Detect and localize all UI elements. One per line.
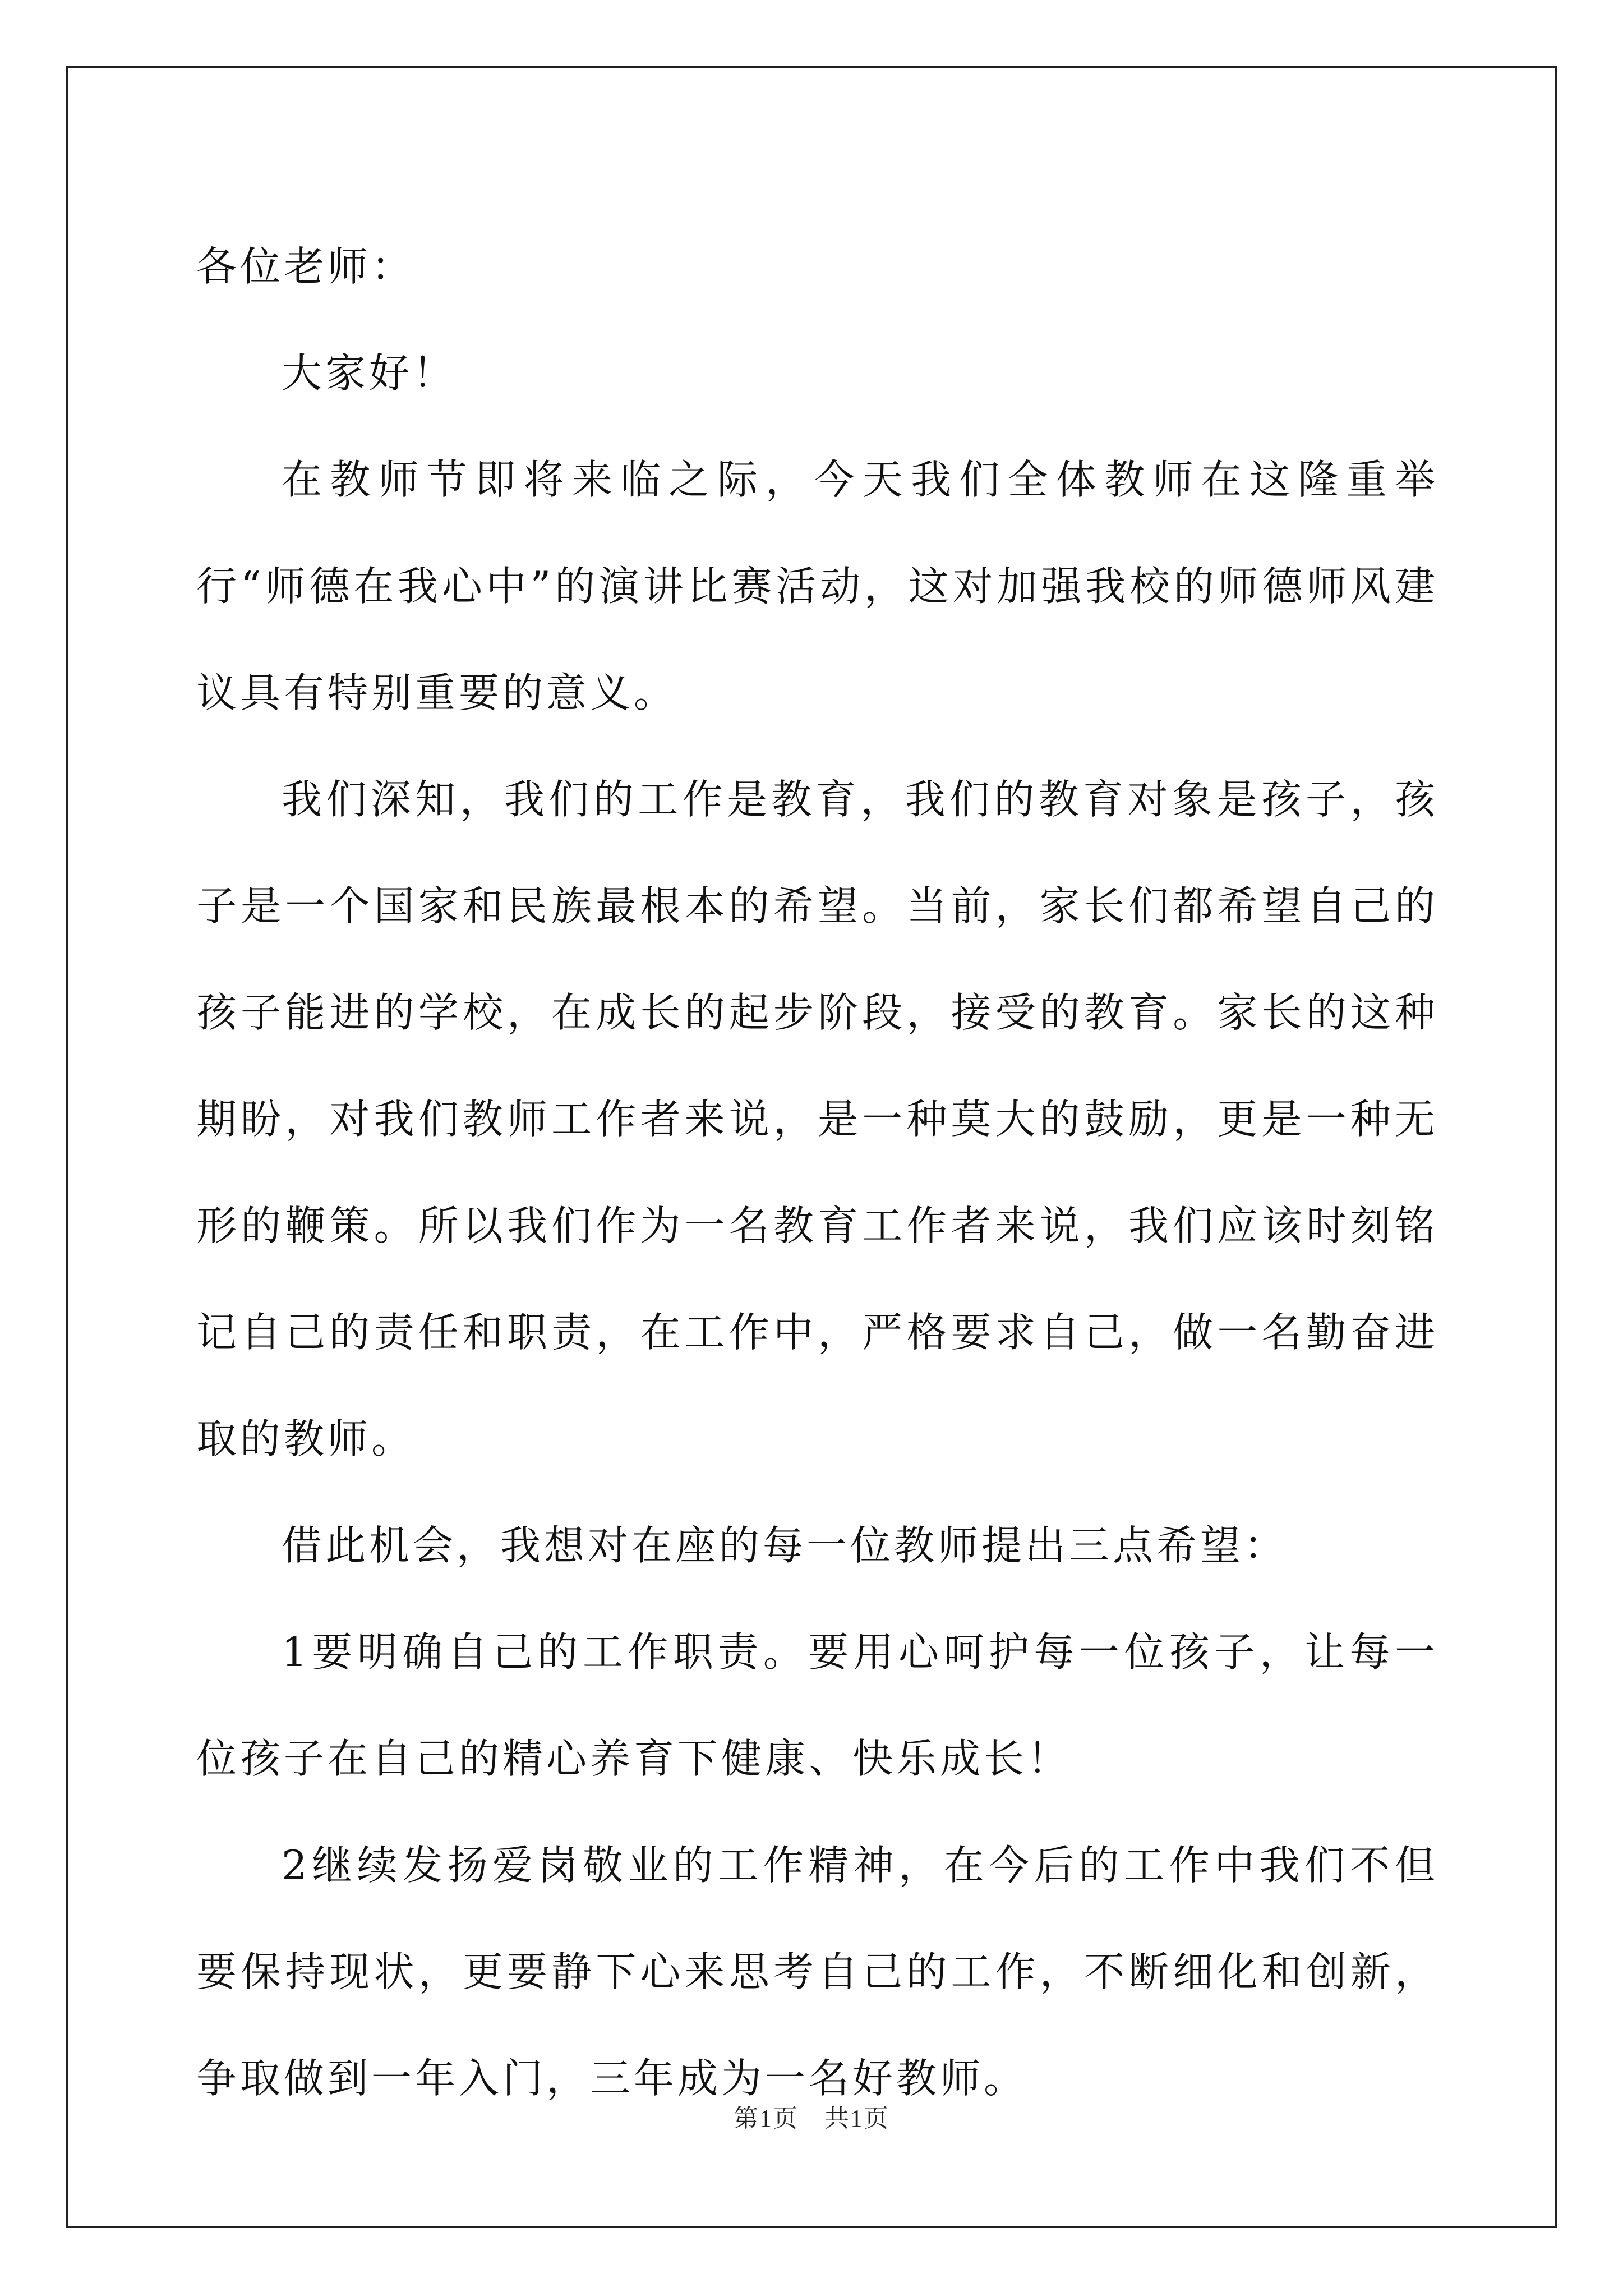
greeting: 大家好！ xyxy=(282,349,457,397)
salutation: 各位老师： xyxy=(196,243,416,290)
paragraph-mission: 我们深知，我们的工作是教育，我们的教育对象是孩子，孩子是一个国家和民族最根本的希望。当前，家长们都希望自己的孩子能进的学校，在成长的起步阶段，接受的教育。家长的这种期盼，对我们教师工作者来说，是一种莫大的鼓励，更是一种无形的鞭策。所以我们作为一名教育工作者来说，我们应该时刻铭记自己的责任和职责，在工作中，严格要求自己，做一名勤奋进取的教师。 xyxy=(196,776,1438,1462)
page-footer: 第1页 共1页 xyxy=(734,2105,889,2132)
paragraph-hope-2: 2继续发扬爱岗敬业的工作精神，在今后的工作中我们不但要保持现状，更要静下心来思考自己的工作，不断细化和创新，争取做到一年入门，三年成为一名好教师。 xyxy=(196,1842,1438,2102)
document-body xyxy=(196,213,1438,2132)
paragraph-intro: 在教师节即将来临之际，今天我们全体教师在这隆重举行“师德在我心中”的演讲比赛活动，这对加强我校的师德师风建议具有特别重要的意义。 xyxy=(196,456,1438,716)
paragraph-hope-1: 1要明确自己的工作职责。要用心呵护每一位孩子，让每一位孩子在自己的精心养育下健康、快乐成长！ xyxy=(196,1628,1438,1782)
paragraph-hopes-intro: 借此机会，我想对在座的每一位教师提出三点希望： xyxy=(282,1522,1288,1569)
